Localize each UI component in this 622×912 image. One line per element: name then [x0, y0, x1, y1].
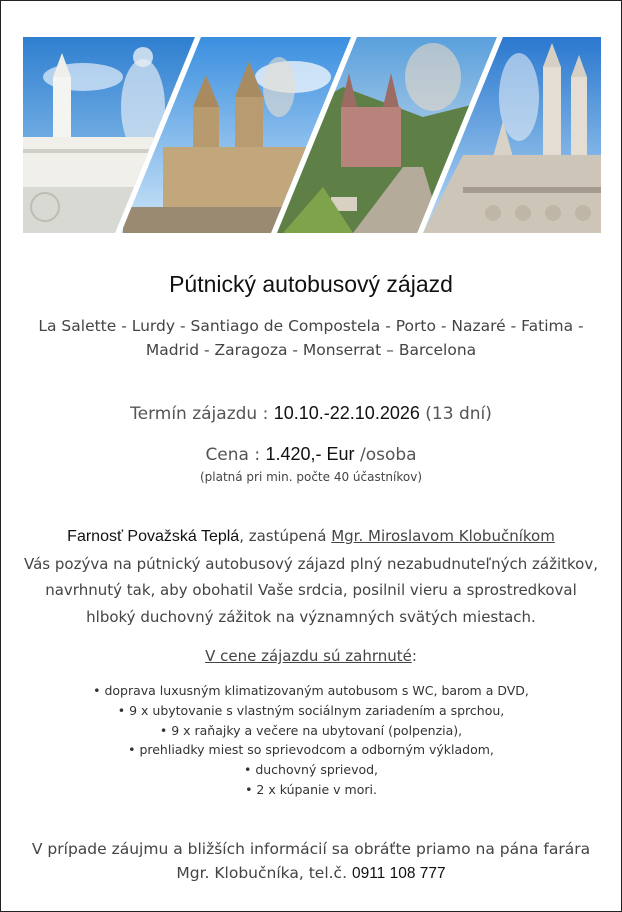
list-item: • 9 x raňajky a večere na ubytovaní (polpenzia),: [1, 721, 621, 741]
term-label: Termín zájazdu :: [130, 404, 274, 424]
trip-price: [1, 444, 621, 465]
included-heading-text: V cene zájazdu sú zahrnuté: [205, 647, 412, 665]
included-heading-colon: :: [411, 647, 417, 665]
price-note: (platná pri min. počte 40 účastníkov): [199, 470, 423, 484]
term-days: (13 dní): [419, 404, 492, 424]
list-item: • 2 x kúpanie v mori.: [1, 780, 621, 800]
priest-name: Mgr. Miroslavom Klobučníkom: [331, 527, 555, 545]
page-title: Pútnický autobusový zájazd: [169, 271, 453, 297]
invitation-body: Vás pozýva na pútnický autobusový zájazd plný nezabudnuteľných zážitkov, navrhnutý tak, aby obohatil Vaše srdcia, posilnil vieru a sprostredkoval hlboký duchovný zážitok na významných svätých miestach.: [24, 554, 598, 626]
list-item: • 9 x ubytovanie s vlastným sociálnym zariadením a sprchou,: [1, 701, 621, 721]
price-unit: /osoba: [354, 445, 417, 465]
represented-by: , zastúpená: [239, 527, 332, 545]
term-value: 10.10.-22.10.2026: [273, 403, 420, 423]
price-value: 1.420,- Eur: [265, 444, 355, 464]
contact-line-1: V prípade záujmu a bližších informácií sa obráťte priamo na pána farára: [31, 840, 591, 858]
included-heading: [1, 647, 621, 665]
parish-name: Farnosť Považská Teplá: [67, 528, 240, 545]
contact-info: [1, 837, 621, 886]
list-item: • duchovný sprievod,: [1, 760, 621, 780]
pilgrimage-sites-banner: [23, 37, 601, 233]
price-label: Cena :: [205, 445, 266, 465]
route-list: La Salette - Lurdy - Santiago de Compostela - Porto - Nazaré - Fatima - Madrid - Zaragoza - Monserrat – Barcelona: [38, 317, 584, 359]
list-item: • prehliadky miest so sprievodcom a odborným výkladom,: [1, 740, 621, 760]
invitation-text: [21, 523, 601, 630]
list-item: • doprava luxusným klimatizovaným autobusom s WC, barom a DVD,: [1, 681, 621, 701]
included-list: [1, 681, 621, 800]
trip-dates: [1, 403, 621, 424]
contact-line-2: Mgr. Klobučníka, tel.č.: [176, 864, 352, 882]
phone-number: 0911 108 777: [351, 865, 446, 882]
